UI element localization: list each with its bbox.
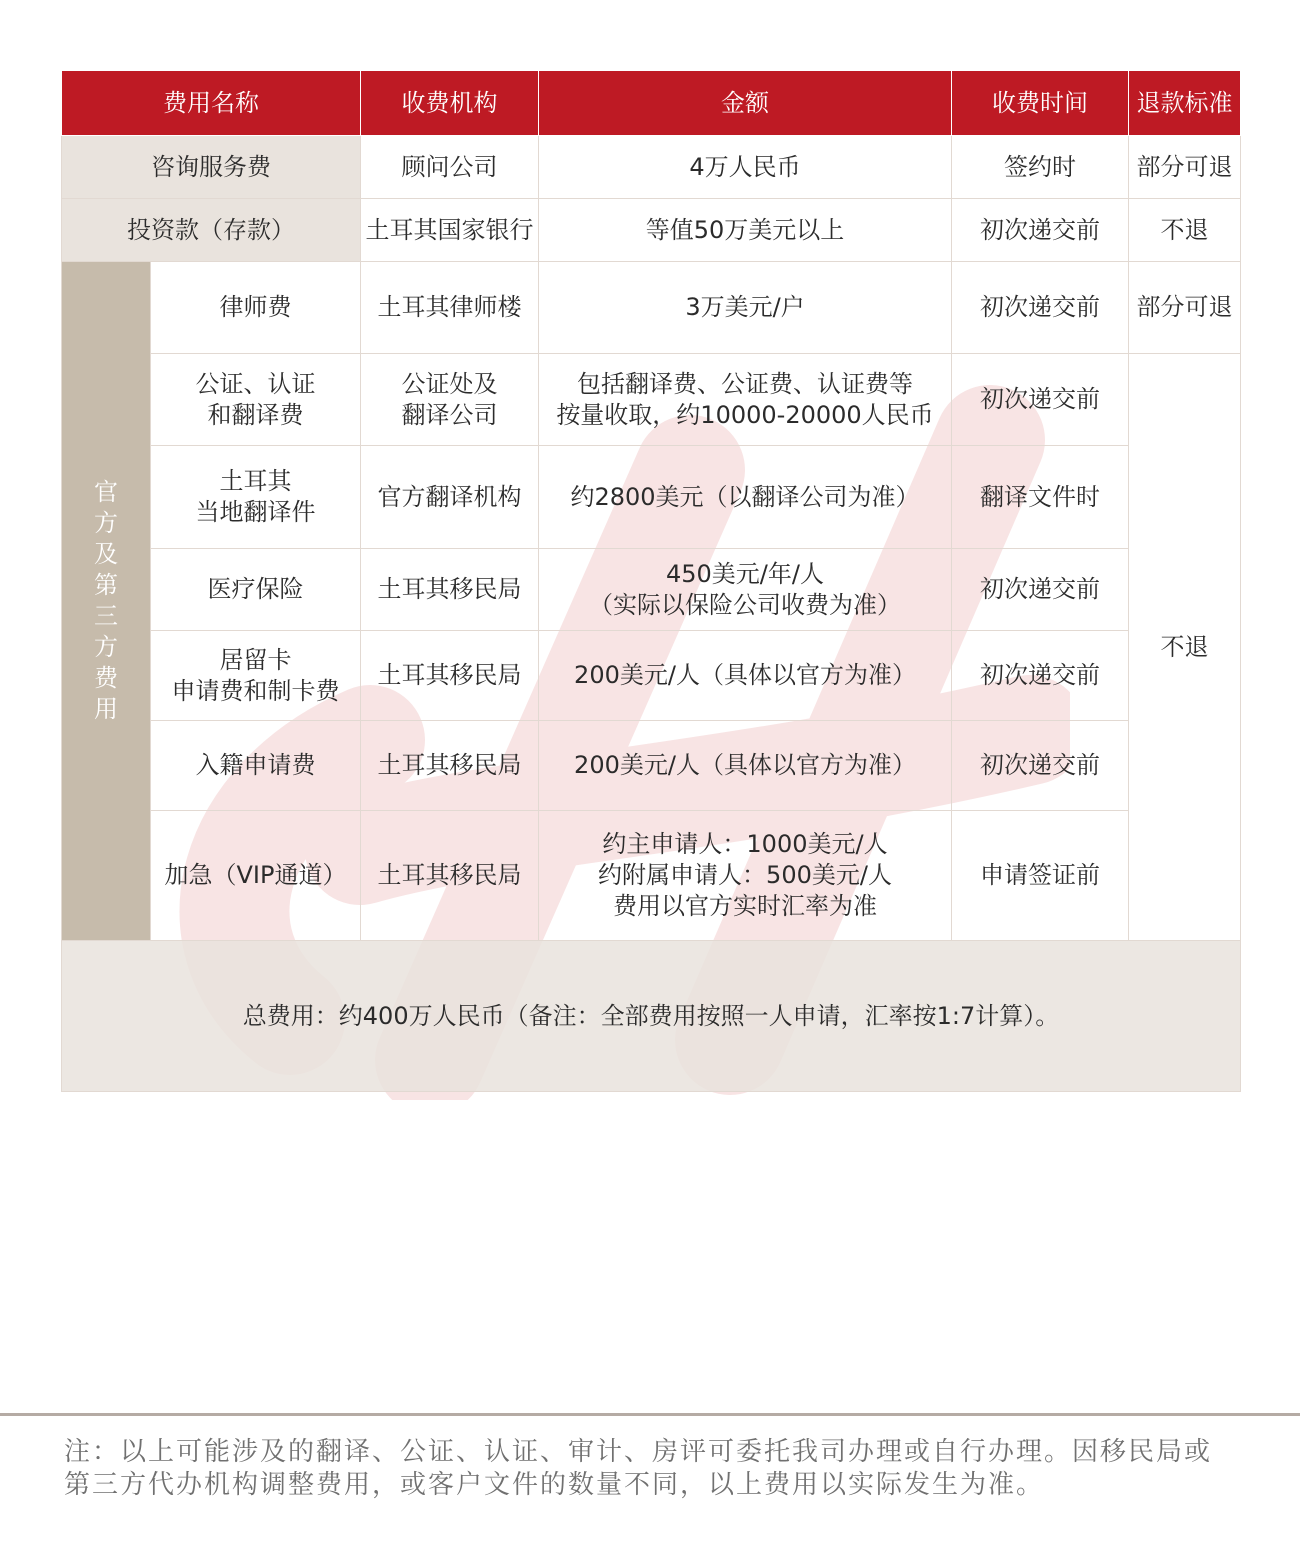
fee-amount-line: 包括翻译费、公证费、认证费等 — [577, 369, 913, 398]
fee-amount: 4万人民币 — [539, 136, 952, 199]
fee-refund-merged: 不退 — [1129, 354, 1241, 941]
table-row — [62, 549, 1241, 631]
fee-name: 咨询服务费 — [62, 136, 361, 199]
total-text: 总费用：约400万人民币（备注：全部费用按照一人申请，汇率按1:7计算）。 — [62, 941, 1241, 1092]
fee-time: 申请签证前 — [952, 811, 1129, 941]
fee-agency: 土耳其移民局 — [361, 631, 539, 721]
fee-time: 初次递交前 — [952, 199, 1129, 262]
fee-name — [151, 631, 361, 721]
total-row — [62, 941, 1241, 1092]
fee-agency: 土耳其移民局 — [361, 549, 539, 631]
header-time: 收费时间 — [952, 71, 1129, 136]
table-row — [62, 354, 1241, 446]
fee-amount-line: （实际以保险公司收费为准） — [589, 590, 901, 619]
fee-amount: 3万美元/户 — [539, 262, 952, 354]
fee-amount — [539, 549, 952, 631]
table-row — [62, 446, 1241, 549]
fee-name: 投资款（存款） — [62, 199, 361, 262]
fee-time: 初次递交前 — [952, 631, 1129, 721]
fee-amount: 约2800美元（以翻译公司为准） — [539, 446, 952, 549]
header-agency: 收费机构 — [361, 71, 539, 136]
fee-agency — [361, 354, 539, 446]
table-header-row — [62, 71, 1241, 136]
fee-agency-line: 翻译公司 — [401, 400, 498, 429]
footnote: 注：以上可能涉及的翻译、公证、认证、审计、房评可委托我司办理或自行办理。因移民局或第三方代办机构调整费用，或客户文件的数量不同，以上费用以实际发生为准。 — [64, 1437, 1213, 1500]
fee-name: 入籍申请费 — [151, 721, 361, 811]
group-label — [62, 262, 151, 941]
footer-divider — [0, 1413, 1300, 1416]
fee-agency: 土耳其律师楼 — [361, 262, 539, 354]
table-row — [62, 199, 1241, 262]
fee-time: 签约时 — [952, 136, 1129, 199]
fee-name: 加急（VIP通道） — [151, 811, 361, 941]
fee-amount-line: 450美元/年/人 — [666, 559, 824, 588]
header-fee-name: 费用名称 — [62, 71, 361, 136]
fee-name-line: 申请费和制卡费 — [171, 676, 340, 705]
fee-table — [61, 70, 1241, 1092]
fee-agency-line: 公证处及 — [401, 369, 498, 398]
fee-name-line: 和翻译费 — [207, 400, 304, 429]
fee-time: 初次递交前 — [952, 354, 1129, 446]
fee-name — [151, 354, 361, 446]
fee-agency: 顾问公司 — [361, 136, 539, 199]
fee-time: 初次递交前 — [952, 549, 1129, 631]
fee-refund: 部分可退 — [1129, 136, 1241, 199]
fee-refund: 部分可退 — [1129, 262, 1241, 354]
fee-name-line: 当地翻译件 — [195, 498, 316, 526]
fee-name-line: 土耳其 — [219, 467, 292, 495]
table-row — [62, 136, 1241, 199]
fee-amount-line: 费用以官方实时汇率为准 — [613, 892, 877, 920]
table-row — [62, 262, 1241, 354]
fee-refund: 不退 — [1129, 199, 1241, 262]
fee-amount: 等值50万美元以上 — [539, 199, 952, 262]
fee-name-line: 公证、认证 — [195, 369, 316, 398]
table-row — [62, 631, 1241, 721]
fee-agency: 土耳其移民局 — [361, 811, 539, 941]
fee-agency: 土耳其国家银行 — [361, 199, 539, 262]
fee-name — [151, 446, 361, 549]
fee-time: 初次递交前 — [952, 721, 1129, 811]
fee-amount — [539, 354, 952, 446]
fee-time: 翻译文件时 — [952, 446, 1129, 549]
table-row — [62, 811, 1241, 941]
fee-name: 律师费 — [151, 262, 361, 354]
fee-time: 初次递交前 — [952, 262, 1129, 354]
header-refund: 退款标准 — [1129, 71, 1241, 136]
table-row — [62, 721, 1241, 811]
fee-amount-line: 约附属申请人：500美元/人 — [598, 861, 892, 889]
header-amount: 金额 — [539, 71, 952, 136]
fee-name-line: 居留卡 — [219, 645, 292, 674]
fee-name: 医疗保险 — [151, 549, 361, 631]
fee-agency: 土耳其移民局 — [361, 721, 539, 811]
fee-amount-line: 约主申请人：1000美元/人 — [602, 830, 888, 858]
group-label-text: 官方及第三方费用 — [94, 478, 118, 723]
fee-agency: 官方翻译机构 — [361, 446, 539, 549]
fee-amount: 200美元/人（具体以官方为准） — [539, 631, 952, 721]
fee-amount: 200美元/人（具体以官方为准） — [539, 721, 952, 811]
fee-amount-line: 按量收取，约10000-20000人民币 — [556, 400, 934, 429]
fee-amount — [539, 811, 952, 941]
